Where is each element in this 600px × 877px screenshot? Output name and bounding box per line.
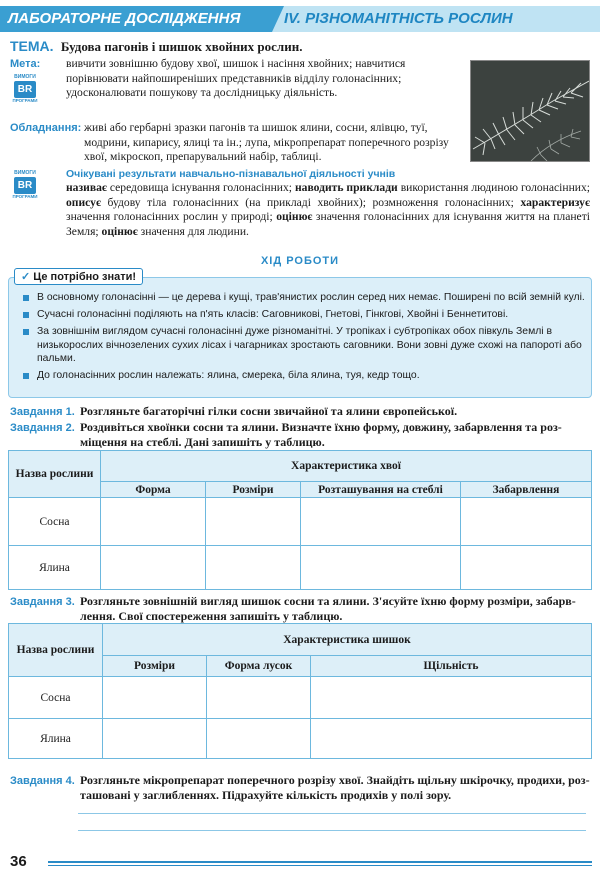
goal-label: Мета: (10, 58, 41, 70)
task-4-text-line2: ташовані у заглибленнях. Підрахуйте кількість продихів у полі зору. (80, 788, 452, 802)
outcome-verb: характеризує (520, 195, 590, 209)
pine-branch-photo (470, 60, 590, 162)
table-cell-input[interactable] (103, 719, 207, 759)
table-row (9, 677, 592, 719)
table-col-header: Форма лусок (207, 656, 311, 677)
table-col-header: Розташування на стеблі (301, 482, 461, 498)
task-3-text-line1: Розгляньте зовнішній вигляд шишок сосни та ялини. З'ясуйте їхню форму розміри, забарв- (80, 594, 576, 608)
table-row-label: Ялина (9, 546, 101, 590)
table-row-label: Сосна (9, 677, 103, 719)
table-cell-input[interactable] (461, 546, 592, 590)
curriculum-badge (12, 74, 38, 104)
answer-line[interactable] (78, 813, 586, 814)
table-header-plant-name: Назва рослини (9, 624, 103, 677)
table-cell-input[interactable] (207, 719, 311, 759)
page-number: 36 (10, 853, 27, 870)
footer-rule (48, 861, 592, 863)
task-2 (10, 420, 595, 449)
table-col-header: Забарвлення (461, 482, 592, 498)
info-box-tag-text: Це потрібно знати! (33, 271, 137, 283)
task-4-text-line1: Розгляньте мікропрепарат поперечного розрізу хвої. Знайдіть щільну шкірочку, продихи, роз- (80, 773, 590, 787)
equipment-label: Обладнання: (10, 122, 82, 134)
table-col-header: Розміри (103, 656, 207, 677)
table-col-header: Розміри (206, 482, 301, 498)
badge-bottom-text: ПРОГРАМИ (12, 194, 38, 199)
topic-text: Будова пагонів і шишок хвойних рослин. (60, 39, 303, 54)
info-box (8, 277, 592, 398)
page-header (0, 6, 600, 32)
outcome-text: використання людиною голонасінних; (397, 181, 591, 194)
table-cell-input[interactable] (101, 498, 206, 546)
table-cell-input[interactable] (206, 546, 301, 590)
info-item: Сучасні голонасінні поділяють на п'ять класів: Саговникові, Гнетові, Гінкгові, Хвойні і Беннетитові. (21, 308, 586, 321)
table-cell-input[interactable] (301, 498, 461, 546)
badge-logo-icon: BR (14, 177, 36, 194)
workflow-title: ХІД РОБОТИ (260, 255, 340, 267)
task-4 (10, 773, 595, 802)
task-1-text: Розгляньте багаторічні гілки сосни звичайної та ялини європейської. (80, 404, 458, 418)
outcome-verb: наводить приклади (294, 181, 398, 194)
task-3 (10, 594, 595, 623)
task-3-text-line2: лення. Свої спостереження запишіть у таблицю. (80, 609, 343, 623)
answer-line[interactable] (78, 830, 586, 831)
table-row-label: Сосна (9, 498, 101, 546)
table-row (9, 546, 592, 590)
outcomes-text (66, 181, 590, 239)
table-cell-input[interactable] (207, 677, 311, 719)
badge-top-text: ВИМОГИ (14, 74, 36, 80)
topic-line (10, 38, 302, 55)
task-2-label: Завдання 2. (10, 422, 75, 434)
table-cell-input[interactable] (461, 498, 592, 546)
task-4-label: Завдання 4. (10, 775, 75, 787)
table-header-group: Характеристика шишок (103, 624, 592, 656)
outcome-text: значення голонасінних для існування життя на планеті Земля; (66, 210, 590, 238)
check-icon: ✓ (21, 271, 31, 283)
badge-top-text: ВИМОГИ (14, 170, 36, 176)
task-2-text-line1: Роздивіться хвоїнки сосни та ялини. Визначте їхню форму, довжину, забарвлення та роз- (80, 420, 562, 434)
table-row-label: Ялина (9, 719, 103, 759)
table-cell-input[interactable] (301, 546, 461, 590)
goal-text: вивчити зовнішню будову хвої, шишок і насіння хвойних; навчитися порівнювати найпоширеніших представників відділу голонасінних; удосконалювати пошукову та дослідницьку діяльність. (66, 57, 406, 99)
footer-rule-thin (48, 865, 592, 866)
chapter-title: IV. РІЗНОМАНІТНІСТЬ РОСЛИН (272, 6, 600, 32)
info-item: До голонасінних рослин належать: ялина, смерека, біла ялина, туя, кедр тощо. (21, 369, 586, 382)
task-1 (10, 404, 595, 419)
outcome-text: значення голонасінних рослин у природі; (66, 210, 277, 223)
table-cell-input[interactable] (206, 498, 301, 546)
table-col-header: Форма (101, 482, 206, 498)
cones-table (8, 623, 592, 759)
badge-bottom-text: ПРОГРАМИ (12, 98, 38, 103)
outcome-verb: оцінює (276, 210, 313, 223)
equipment-text: живі або гербарні зразки пагонів та шишок ялини, сосни, ялівцю, туї, модрини, кипарису, ялиці та ін.; лупа, мікропрепарат поперечного розрізу хвої, мікроскоп, препарувальний набір, таблиці. (84, 121, 449, 163)
outcome-text: будову тіла голонасінних (на прикладі хвойних); розмноження голонасінних; (100, 195, 521, 209)
table-header-group: Характеристика хвої (101, 451, 592, 482)
table-cell-input[interactable] (311, 719, 592, 759)
outcome-text: середовища існування голонасінних; (106, 181, 295, 194)
table-cell-input[interactable] (311, 677, 592, 719)
outcome-verb: називає (66, 181, 107, 194)
pine-branch-illustration (471, 61, 590, 162)
table-cell-input[interactable] (103, 677, 207, 719)
task-1-label: Завдання 1. (10, 406, 75, 418)
info-item: За зовнішнім виглядом сучасні голонасінні дуже різноманітні. У тропіках і субтропіках обох півкуль Землі в низькорослих вічнозелених сухих лісах і чагарниках зростають саговники. Вони зовні дуже схожі на папороті або пальми. (21, 325, 586, 365)
outcome-text: значення для людини. (137, 224, 249, 238)
section-type-label: ЛАБОРАТОРНЕ ДОСЛІДЖЕННЯ (0, 6, 272, 32)
table-header-plant-name: Назва рослини (9, 451, 101, 498)
info-box-tag (14, 268, 143, 285)
table-col-header: Щільність (311, 656, 592, 677)
curriculum-badge-2 (12, 170, 38, 200)
info-list (21, 291, 586, 386)
needles-table (8, 450, 592, 590)
badge-logo-icon: BR (14, 81, 36, 98)
table-cell-input[interactable] (101, 546, 206, 590)
outcomes-label: Очікувані результати навчально-пізнавальної діяльності учнів (66, 168, 396, 180)
topic-label: ТЕМА. (10, 38, 54, 54)
info-item: В основному голонасінні — це дерева і кущі, трав'янистих рослин серед них немає. Поширені по всій земній кулі. (21, 291, 586, 304)
task-2-text-line2: міщення на стеблі. Дані запишіть у таблицю. (80, 435, 325, 449)
table-row (9, 498, 592, 546)
table-row (9, 719, 592, 759)
outcome-verb: описує (66, 195, 101, 209)
outcome-verb: оцінює (101, 224, 138, 238)
task-3-label: Завдання 3. (10, 596, 75, 608)
